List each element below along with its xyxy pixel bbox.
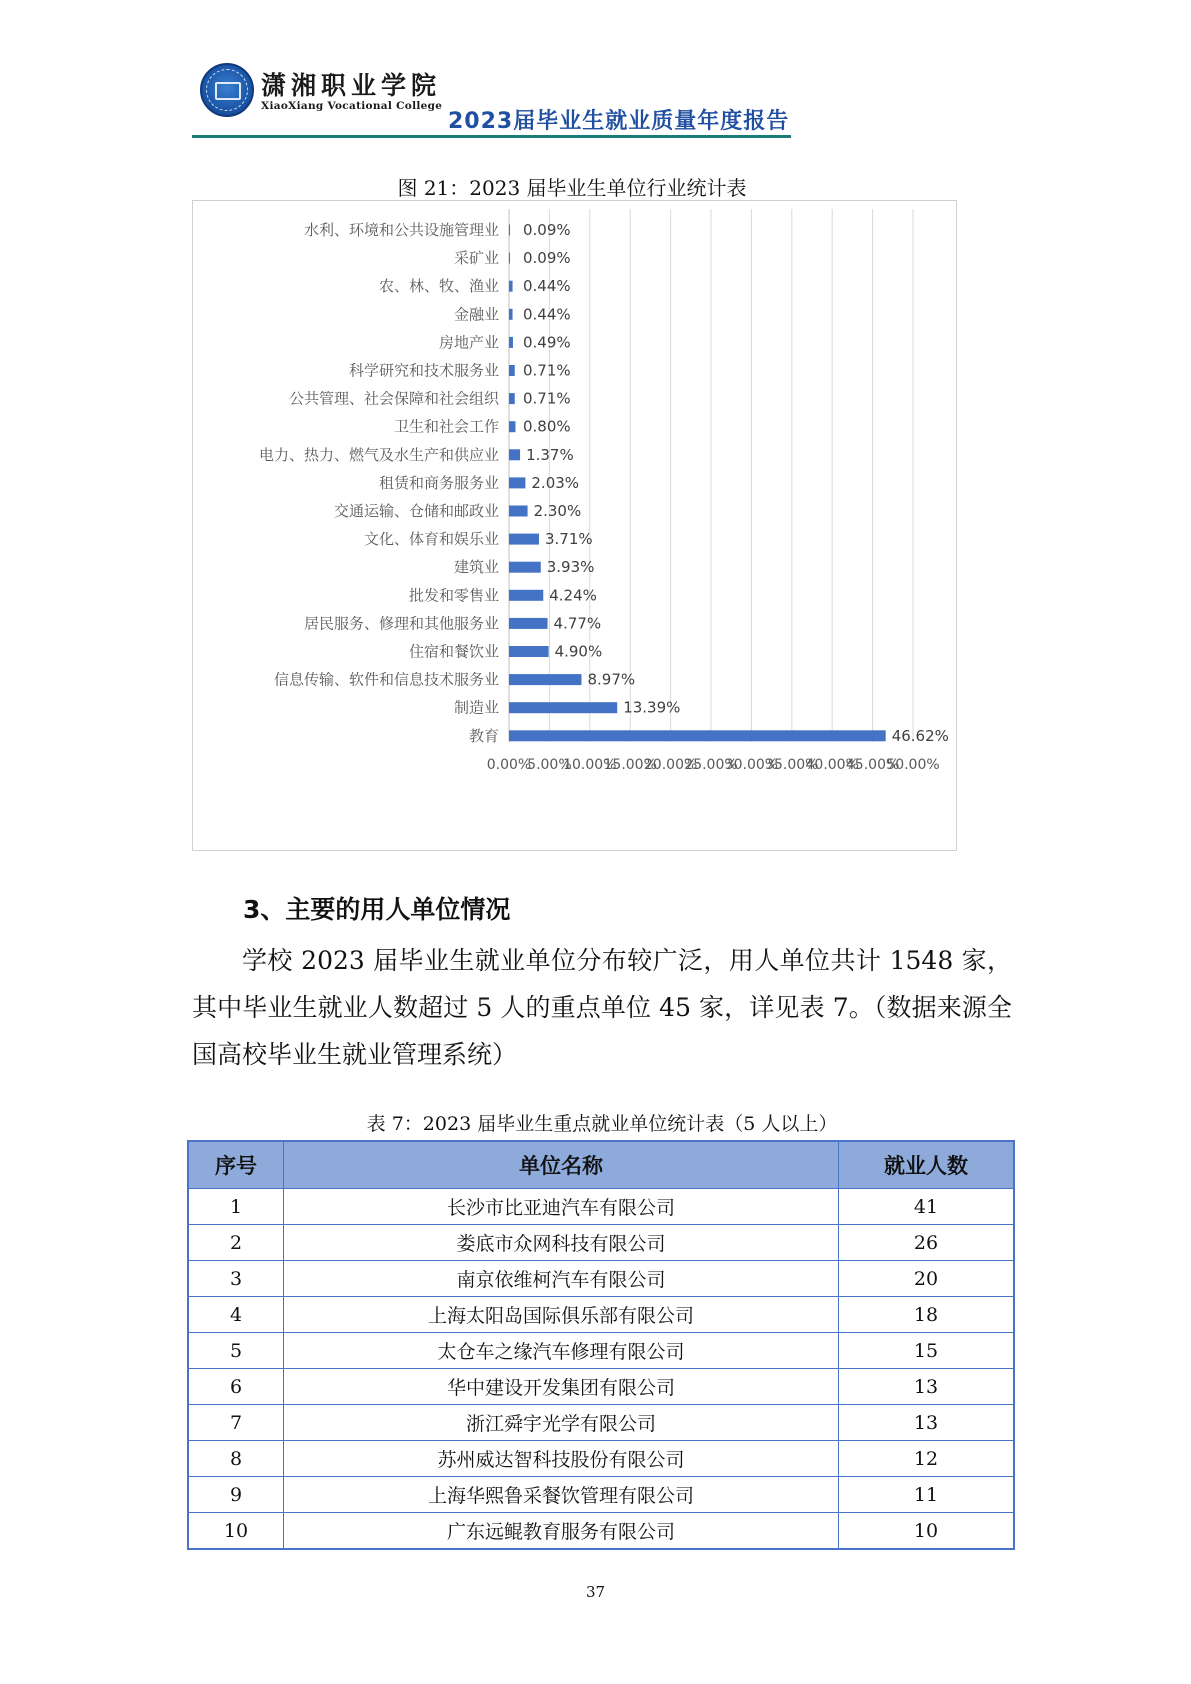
data-label: 0.09% <box>523 249 571 268</box>
category-label: 建筑业 <box>453 558 499 577</box>
category-label: 批发和零售业 <box>408 586 499 605</box>
category-label: 住宿和餐饮业 <box>408 642 499 661</box>
table-row <box>188 1477 1014 1513</box>
data-label: 0.44% <box>523 305 571 324</box>
category-label: 农、林、牧、渔业 <box>378 277 499 296</box>
key-employers-table <box>187 1140 1015 1550</box>
figure-caption: 图 21：2023 届毕业生单位行业统计表 <box>397 176 747 200</box>
industry-bar-chart <box>192 200 957 851</box>
row-count: 13 <box>839 1405 1015 1441</box>
bar <box>509 618 548 629</box>
row-index: 9 <box>188 1477 284 1513</box>
row-count: 10 <box>839 1513 1015 1550</box>
bar <box>509 506 528 517</box>
section-paragraph: 学校 2023 届毕业生就业单位分布较广泛，用人单位共计 1548 家，其中毕业生就业人数超过 5 人的重点单位 45 家，详见表 7。（数据来源全国高校毕业生就业管理系统） <box>192 946 1012 1069</box>
row-unit-name: 长沙市比亚迪汽车有限公司 <box>284 1189 839 1225</box>
data-label: 0.44% <box>523 277 571 296</box>
x-tick-label: 30.00% <box>724 757 779 773</box>
bar <box>509 646 549 657</box>
bar <box>509 674 581 685</box>
data-label: 2.03% <box>531 473 580 492</box>
row-count: 11 <box>839 1477 1015 1513</box>
row-index: 10 <box>188 1513 284 1550</box>
header-divider <box>192 135 791 138</box>
category-label: 房地产业 <box>438 333 499 352</box>
data-label: 46.62% <box>891 726 949 745</box>
data-label: 2.30% <box>533 502 582 520</box>
category-label: 电力、热力、燃气及水生产和供应业 <box>258 445 499 464</box>
row-count: 26 <box>839 1225 1015 1261</box>
table-row <box>188 1513 1014 1550</box>
row-count: 20 <box>839 1261 1015 1297</box>
table-row <box>188 1297 1014 1333</box>
category-label: 水利、环境和公共设施管理业 <box>303 221 499 239</box>
school-name-en: XiaoXiang Vocational College <box>261 100 443 112</box>
row-index: 1 <box>188 1189 284 1225</box>
bar <box>509 281 513 292</box>
row-unit-name: 华中建设开发集团有限公司 <box>284 1369 839 1405</box>
logo-emblem <box>215 82 241 100</box>
category-label: 交通运输、仓储和邮政业 <box>333 502 499 520</box>
bar <box>509 337 513 348</box>
x-tick-label: 5.00% <box>527 757 572 773</box>
bar <box>509 421 515 432</box>
x-tick-label: 10.00% <box>563 757 617 773</box>
table-row <box>188 1261 1014 1297</box>
data-label: 0.49% <box>523 333 571 352</box>
bar <box>509 393 515 404</box>
data-label: 0.80% <box>523 417 571 436</box>
x-tick-label: 35.00% <box>765 757 819 773</box>
x-tick-label: 0.00% <box>486 757 532 773</box>
data-label: 8.97% <box>587 670 636 689</box>
category-label: 信息传输、软件和信息技术服务业 <box>273 670 499 689</box>
category-label: 公共管理、社会保障和社会组织 <box>288 389 499 408</box>
data-label: 3.71% <box>544 530 593 549</box>
category-label: 居民服务、修理和其他服务业 <box>303 614 499 633</box>
row-count: 15 <box>839 1333 1015 1369</box>
bar <box>509 730 886 741</box>
category-label: 教育 <box>468 726 499 745</box>
row-index: 4 <box>188 1297 284 1333</box>
table-header-row <box>188 1141 1014 1189</box>
row-unit-name: 上海华熙鲁采餐饮管理有限公司 <box>284 1477 839 1513</box>
row-index: 7 <box>188 1405 284 1441</box>
bar <box>509 253 510 264</box>
bar <box>509 477 525 488</box>
data-label: 4.24% <box>549 586 597 605</box>
header-employed-count: 就业人数 <box>839 1141 1015 1189</box>
category-label: 卫生和社会工作 <box>393 417 499 436</box>
table-row <box>188 1405 1014 1441</box>
row-count: 13 <box>839 1369 1015 1405</box>
data-label: 13.39% <box>623 698 681 717</box>
row-count: 12 <box>839 1441 1015 1477</box>
table-row <box>188 1333 1014 1369</box>
data-label: 1.37% <box>526 445 574 464</box>
row-unit-name: 上海太阳岛国际俱乐部有限公司 <box>284 1297 839 1333</box>
x-tick-label: 25.00% <box>684 757 738 773</box>
category-label: 租赁和商务服务业 <box>378 473 499 492</box>
row-index: 5 <box>188 1333 284 1369</box>
x-tick-label: 15.00% <box>603 757 657 773</box>
data-label: 0.71% <box>523 389 571 408</box>
row-unit-name: 苏州威达智科技股份有限公司 <box>284 1441 839 1477</box>
x-tick-label: 40.00% <box>805 757 859 773</box>
data-label: 4.77% <box>553 614 602 633</box>
school-name-cn: 潇湘职业学院 <box>261 71 442 100</box>
row-unit-name: 浙江舜宇光学有限公司 <box>284 1405 839 1441</box>
header-index: 序号 <box>188 1141 284 1189</box>
category-label: 金融业 <box>453 305 499 324</box>
bar <box>509 590 543 601</box>
bar <box>509 365 515 376</box>
row-index: 6 <box>188 1369 284 1405</box>
table-row <box>188 1225 1014 1261</box>
x-tick-label: 20.00% <box>643 757 698 773</box>
table-row <box>188 1441 1014 1477</box>
data-label: 3.93% <box>546 558 595 577</box>
row-index: 2 <box>188 1225 284 1261</box>
table-row <box>188 1189 1014 1225</box>
bar <box>509 449 520 460</box>
section-heading: 3、主要的用人单位情况 <box>243 895 511 924</box>
row-unit-name: 太仓车之缘汽车修理有限公司 <box>284 1333 839 1369</box>
row-index: 3 <box>188 1261 284 1297</box>
bar <box>509 225 510 236</box>
row-count: 41 <box>839 1189 1015 1225</box>
data-label: 4.90% <box>554 642 603 661</box>
bar <box>509 309 513 320</box>
header-unit-name: 单位名称 <box>284 1141 839 1189</box>
bar <box>509 702 617 713</box>
x-tick-label: 45.00% <box>845 757 900 773</box>
row-unit-name: 娄底市众网科技有限公司 <box>284 1225 839 1261</box>
school-logo <box>200 63 254 117</box>
table-caption: 表 7：2023 届毕业生重点就业单位统计表（5 人以上） <box>366 1113 838 1135</box>
bar <box>509 534 539 545</box>
chart-svg <box>193 201 956 850</box>
category-label: 科学研究和技术服务业 <box>348 361 499 380</box>
data-label: 0.71% <box>523 361 571 380</box>
report-title: 2023届毕业生就业质量年度报告 <box>448 109 790 134</box>
row-unit-name: 广东远鲲教育服务有限公司 <box>284 1513 839 1550</box>
category-label: 制造业 <box>453 698 499 717</box>
table-row <box>188 1369 1014 1405</box>
row-index: 8 <box>188 1441 284 1477</box>
data-label: 0.09% <box>523 221 571 239</box>
page-number: 37 <box>585 1583 606 1601</box>
category-label: 文化、体育和娱乐业 <box>363 530 499 549</box>
row-count: 18 <box>839 1297 1015 1333</box>
category-label: 采矿业 <box>453 249 499 268</box>
row-unit-name: 南京依维柯汽车有限公司 <box>284 1261 839 1297</box>
bar <box>509 562 541 573</box>
x-tick-label: 50.00% <box>886 757 940 773</box>
